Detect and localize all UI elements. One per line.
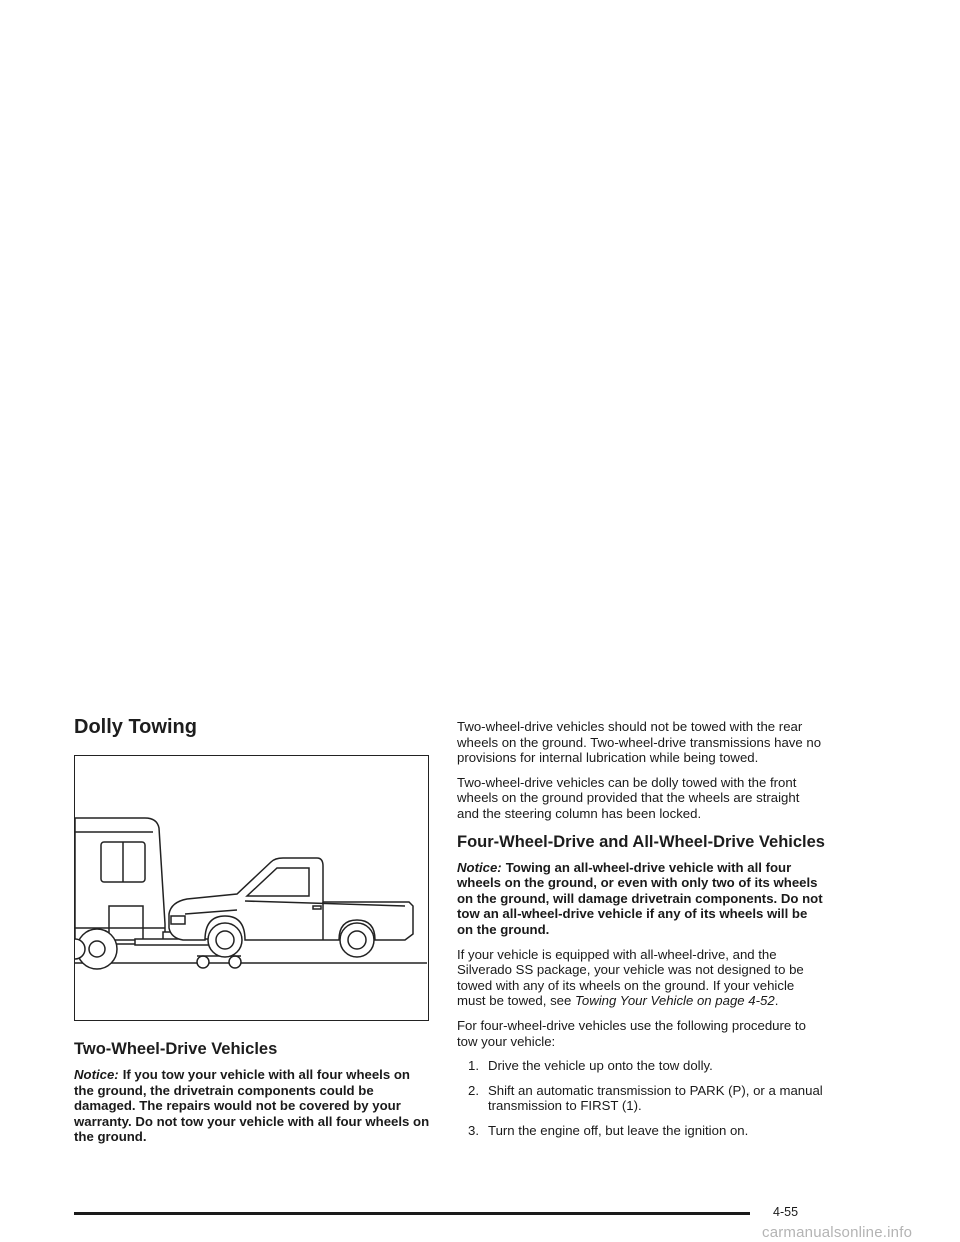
awd-notice xyxy=(457,860,825,938)
paragraph-dolly-front: Two-wheel-drive vehicles can be dolly towed with the front wheels on the ground provided that the wheels are straight and the steering column has been locked. xyxy=(457,774,800,821)
notice-label: Notice: xyxy=(74,1067,119,1082)
dolly-towing-illustration xyxy=(74,755,429,1021)
towing-reference-link[interactable]: Towing Your Vehicle on page 4-52 xyxy=(575,993,775,1009)
footer-rule xyxy=(74,1212,750,1215)
paragraph-text: If your vehicle is equipped with all-wheel-drive, and the Silverado SS package, your vehicle was not designed to be towed with any of its wheels on the ground. If your vehicle must be towed, see xyxy=(457,946,804,1009)
paragraph-rear-wheels: Two-wheel-drive vehicles should not be towed with the rear wheels on the ground. Two-wheel-drive transmissions have no provisions for internal lubrication while being towed. xyxy=(457,719,822,766)
notice-label: Notice: xyxy=(457,859,502,875)
list-item: 2. Shift an automatic transmission to PARK (P), or a manual transmission to FIRST (1). xyxy=(468,1082,823,1114)
list-item: 3. Turn the engine off, but leave the ignition on. xyxy=(468,1122,749,1138)
list-item: 1. Drive the vehicle up onto the tow dolly. xyxy=(468,1058,713,1074)
watermark: carmanualsonline.info xyxy=(762,1224,913,1241)
motorhome-drawing xyxy=(75,818,213,969)
section-title: Dolly Towing xyxy=(74,716,197,738)
page-number: 4-55 xyxy=(773,1205,799,1219)
notice-text: If you tow your vehicle with all four wheels on the ground, the drivetrain components could be damaged. The repairs would not be covered by your warranty. Do not tow your vehicle with all four wheels on the ground. xyxy=(74,1067,430,1145)
right-column xyxy=(457,719,825,1147)
paragraph-procedure-intro: For four-wheel-drive vehicles use the following procedure to tow your vehicle: xyxy=(457,1017,806,1049)
paragraph-silverado-ss: If your vehicle is equipped with all-wheel-drive, and the Silverado SS package, your vehicle was not designed to be towed with any of its wheels on the ground. If your vehicle must be towed, see Towing Your Vehicle on page 4-52. xyxy=(457,946,804,1009)
notice-text: Towing an all-wheel-drive vehicle with all four wheels on the ground, or even with only two of its wheels on the ground, will damage drivetrain components. Do not tow an all-wheel-drive vehicle if any of its wheels will be on the ground. xyxy=(457,859,823,937)
towing-steps-list xyxy=(457,1058,825,1138)
left-column xyxy=(74,716,430,1154)
two-wheel-drive-notice xyxy=(74,1067,430,1145)
four-wheel-drive-heading: Four-Wheel-Drive and All-Wheel-Drive Vehicles xyxy=(457,832,825,851)
two-wheel-drive-heading: Two-Wheel-Drive Vehicles xyxy=(74,1040,278,1058)
